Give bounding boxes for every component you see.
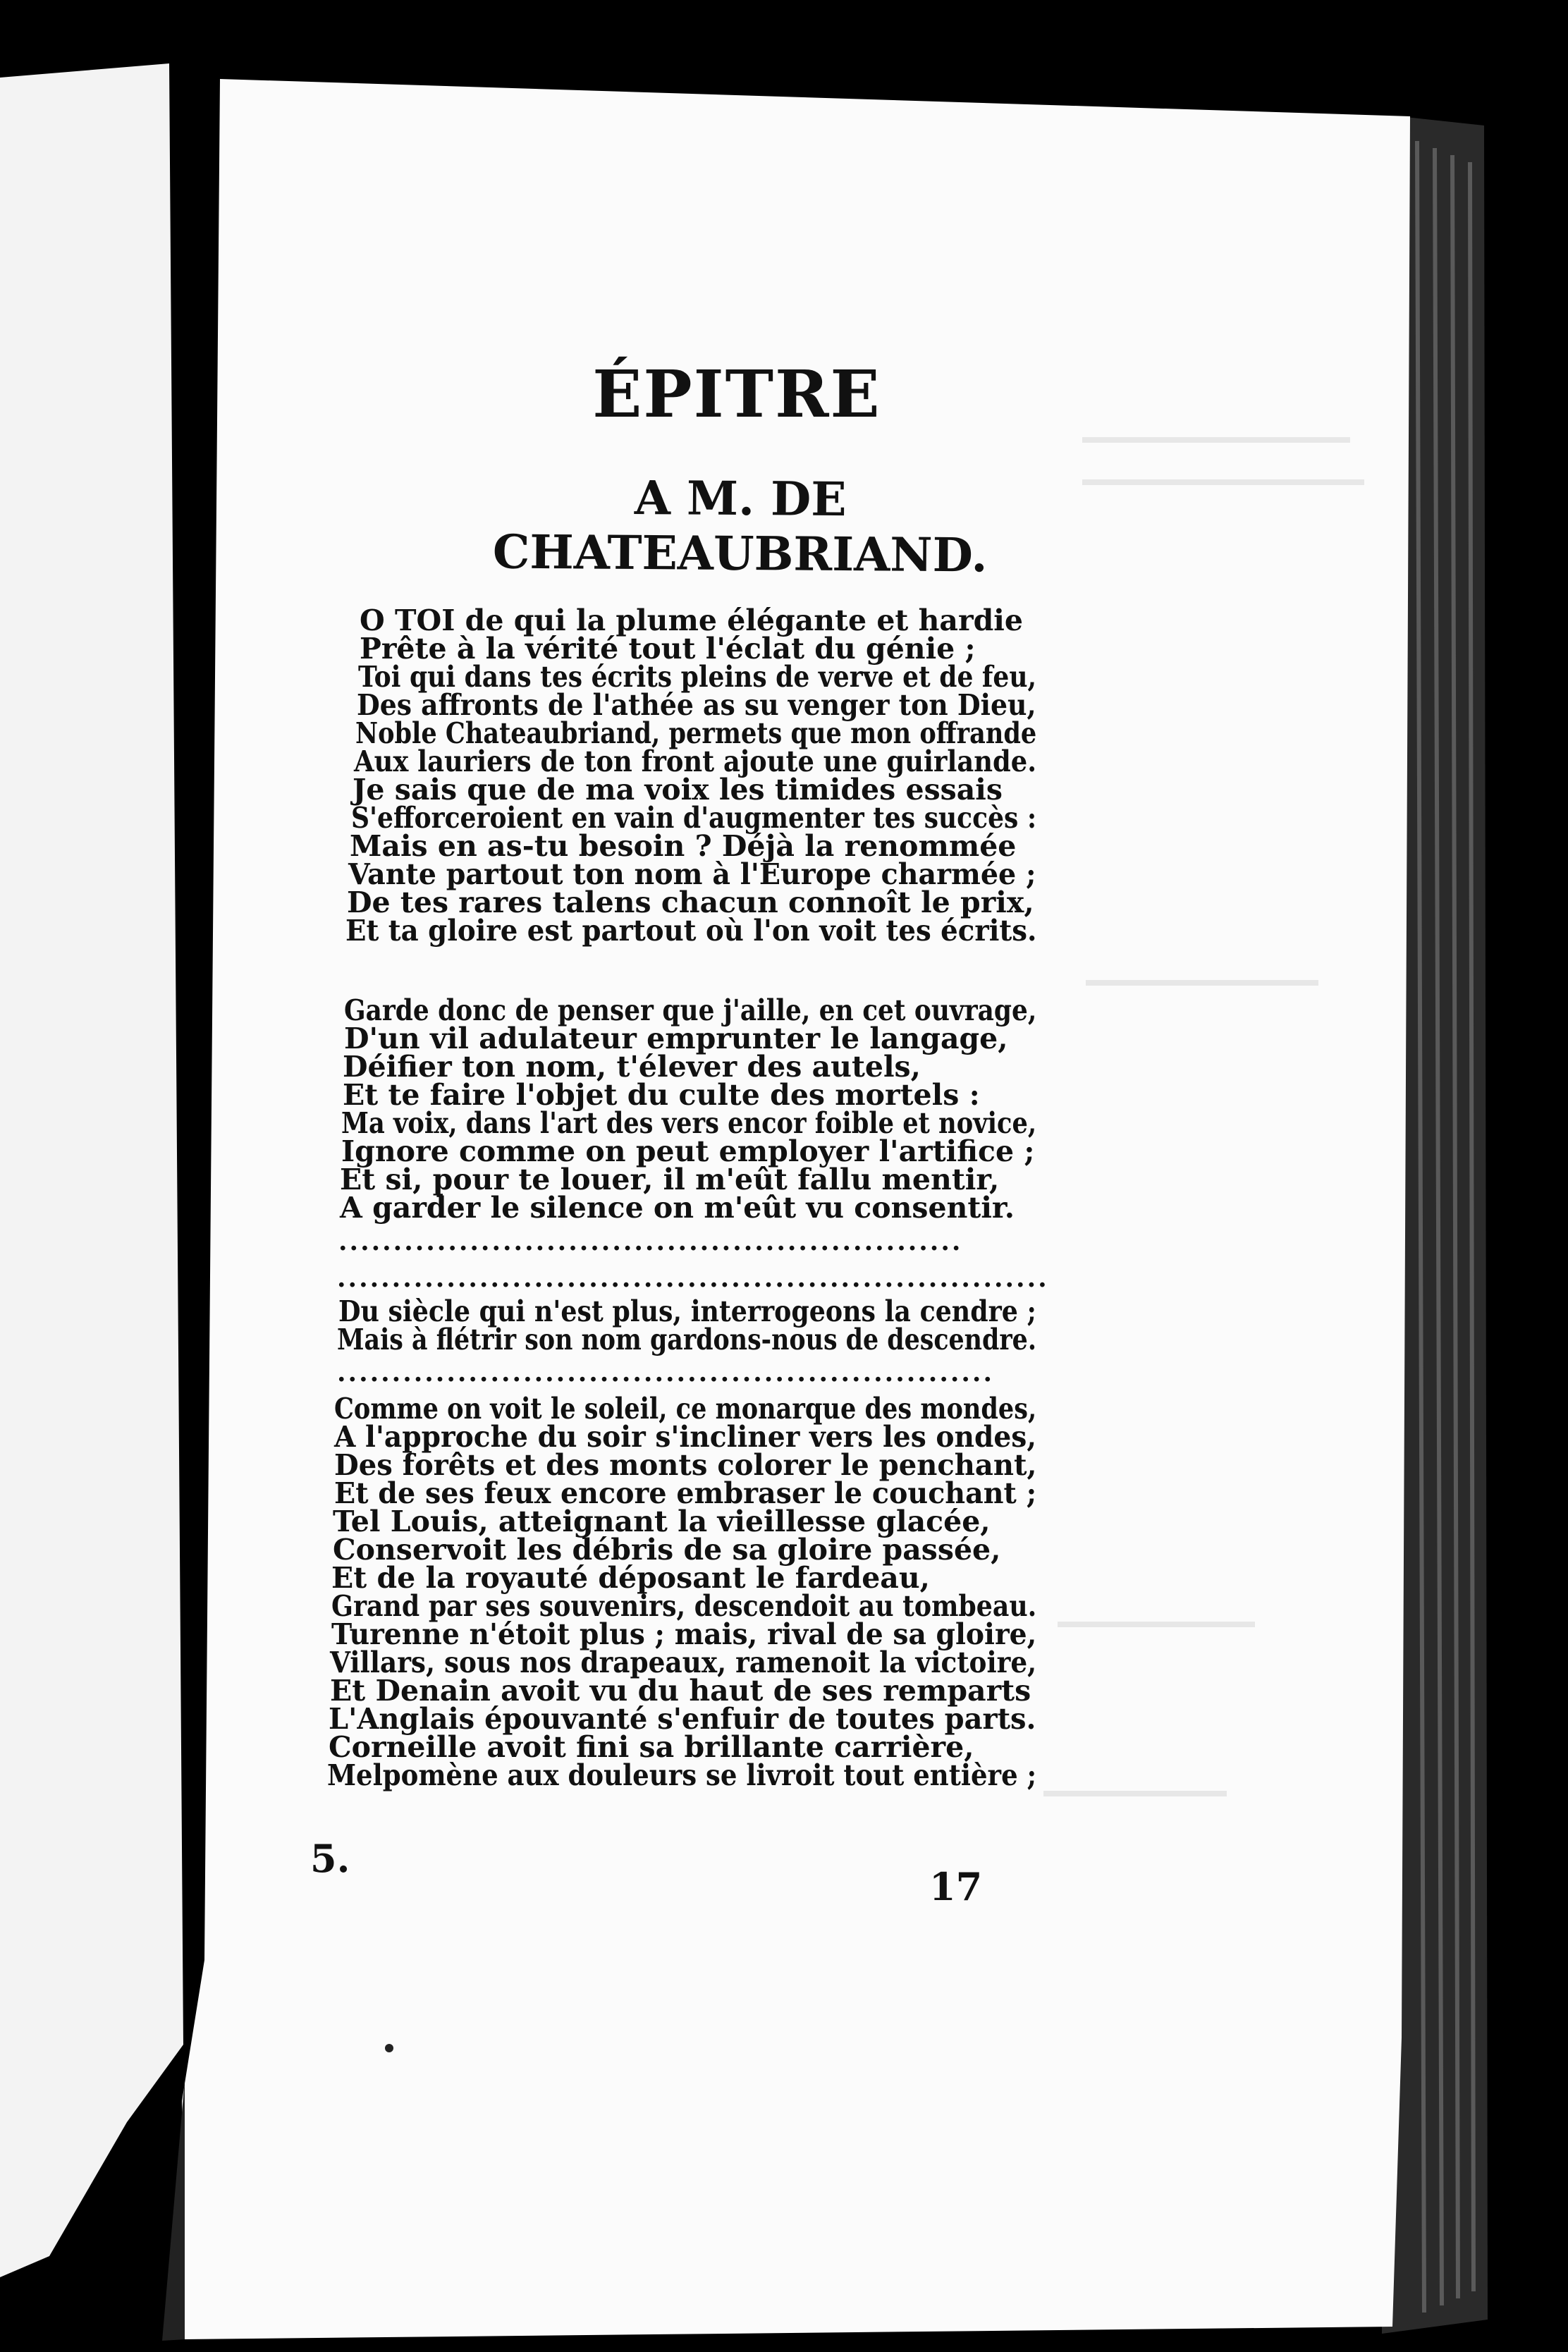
verse-line: Ma voix, dans l'art des vers encor foible et novice, bbox=[341, 1106, 1037, 1140]
page-number: 17 bbox=[929, 1864, 983, 1909]
verse-line: Mais à flétrir son nom gardons-nous de descendre. bbox=[337, 1323, 1036, 1356]
verse-line: Vante partout ton nom à l'Europe charmée ; bbox=[348, 857, 1036, 891]
verse-line: L'Anglais épouvanté s'enfuir de toutes parts. bbox=[329, 1702, 1036, 1736]
verse-line: Déifier ton nom, t'élever des autels, bbox=[343, 1050, 921, 1084]
verse-line: Prête à la vérité tout l'éclat du génie ; bbox=[360, 632, 976, 666]
verse-line: Villars, sous nos drapeaux, ramenoit la victoire, bbox=[330, 1646, 1037, 1679]
verse-line: A l'approche du soir s'incliner vers les ondes, bbox=[334, 1420, 1036, 1454]
verse-line: D'un vil adulateur emprunter le langage, bbox=[344, 1022, 1008, 1055]
verse-line: Comme on voit le soleil, ce monarque des mondes, bbox=[334, 1392, 1037, 1426]
page-subtitle: A M. DE CHATEAUBRIAND. bbox=[492, 470, 988, 583]
verse-line: Aux lauriers de ton front ajoute une guirlande. bbox=[354, 745, 1037, 778]
verse-line: Mais en as-tu besoin ? Déjà la renommée bbox=[350, 829, 1017, 863]
verse-line: Corneille avoit fini sa brillante carrière, bbox=[329, 1730, 974, 1764]
verse-line: Et te faire l'objet du culte des mortels : bbox=[343, 1078, 980, 1112]
verse-line: Et de la royauté déposant le fardeau, bbox=[331, 1561, 930, 1595]
verse-line: Ignore comme on peut employer l'artifice ; bbox=[341, 1134, 1035, 1168]
verse-line: Toi qui dans tes écrits pleins de verve et de feu, bbox=[358, 660, 1037, 694]
verse-line: Garde donc de penser que j'aille, en cet ouvrage, bbox=[344, 993, 1037, 1027]
verse-line: Des affronts de l'athée as su venger ton Dieu, bbox=[357, 688, 1036, 722]
ellipsis-divider: ......................................................... bbox=[338, 1227, 963, 1256]
verse-line: Je sais que de ma voix les timides essais bbox=[353, 773, 1003, 807]
verse-line: Conservoit les débris de sa gloire passée, bbox=[333, 1533, 1001, 1567]
verse-line: S'efforceroient en vain d'augmenter tes succès : bbox=[351, 801, 1037, 835]
verse-line: Et Denain avoit vu du haut de ses remparts bbox=[330, 1674, 1031, 1708]
verse-line: Des forêts et des monts colorer le penchant, bbox=[334, 1448, 1037, 1482]
ellipsis-divider: ............................................................ bbox=[337, 1358, 994, 1388]
page-title: ÉPITRE bbox=[592, 356, 881, 432]
signature-mark: 5. bbox=[310, 1836, 350, 1881]
verse-line: O TOI de qui la plume élégante et hardie bbox=[360, 604, 1023, 637]
verse-line: Et si, pour te louer, il m'eût fallu mentir, bbox=[340, 1163, 1000, 1196]
verse-line: Et ta gloire est partout où l'on voit tes écrits. bbox=[345, 914, 1037, 948]
verse-line: Grand par ses souvenirs, descendoit au tombeau. bbox=[331, 1589, 1037, 1623]
verse-line: Turenne n'étoit plus ; mais, rival de sa gloire, bbox=[331, 1617, 1037, 1651]
verse-line: Noble Chateaubriand, permets que mon offrande bbox=[355, 716, 1037, 750]
verse-line: A garder le silence on m'eût vu consentir. bbox=[340, 1191, 1015, 1225]
verse-line: Du siècle qui n'est plus, interrogeons la cendre ; bbox=[338, 1294, 1036, 1328]
verse-line: Et de ses feux encore embraser le couchant ; bbox=[334, 1476, 1037, 1510]
ellipsis-divider: ................................................................. bbox=[337, 1263, 1049, 1293]
verse-line: Tel Louis, atteignant la vieillesse glacée, bbox=[333, 1505, 991, 1538]
verse-line: De tes rares talens chacun connoît le prix, bbox=[347, 886, 1034, 919]
verse-line: Melpomène aux douleurs se livroit tout entière ; bbox=[327, 1758, 1037, 1792]
